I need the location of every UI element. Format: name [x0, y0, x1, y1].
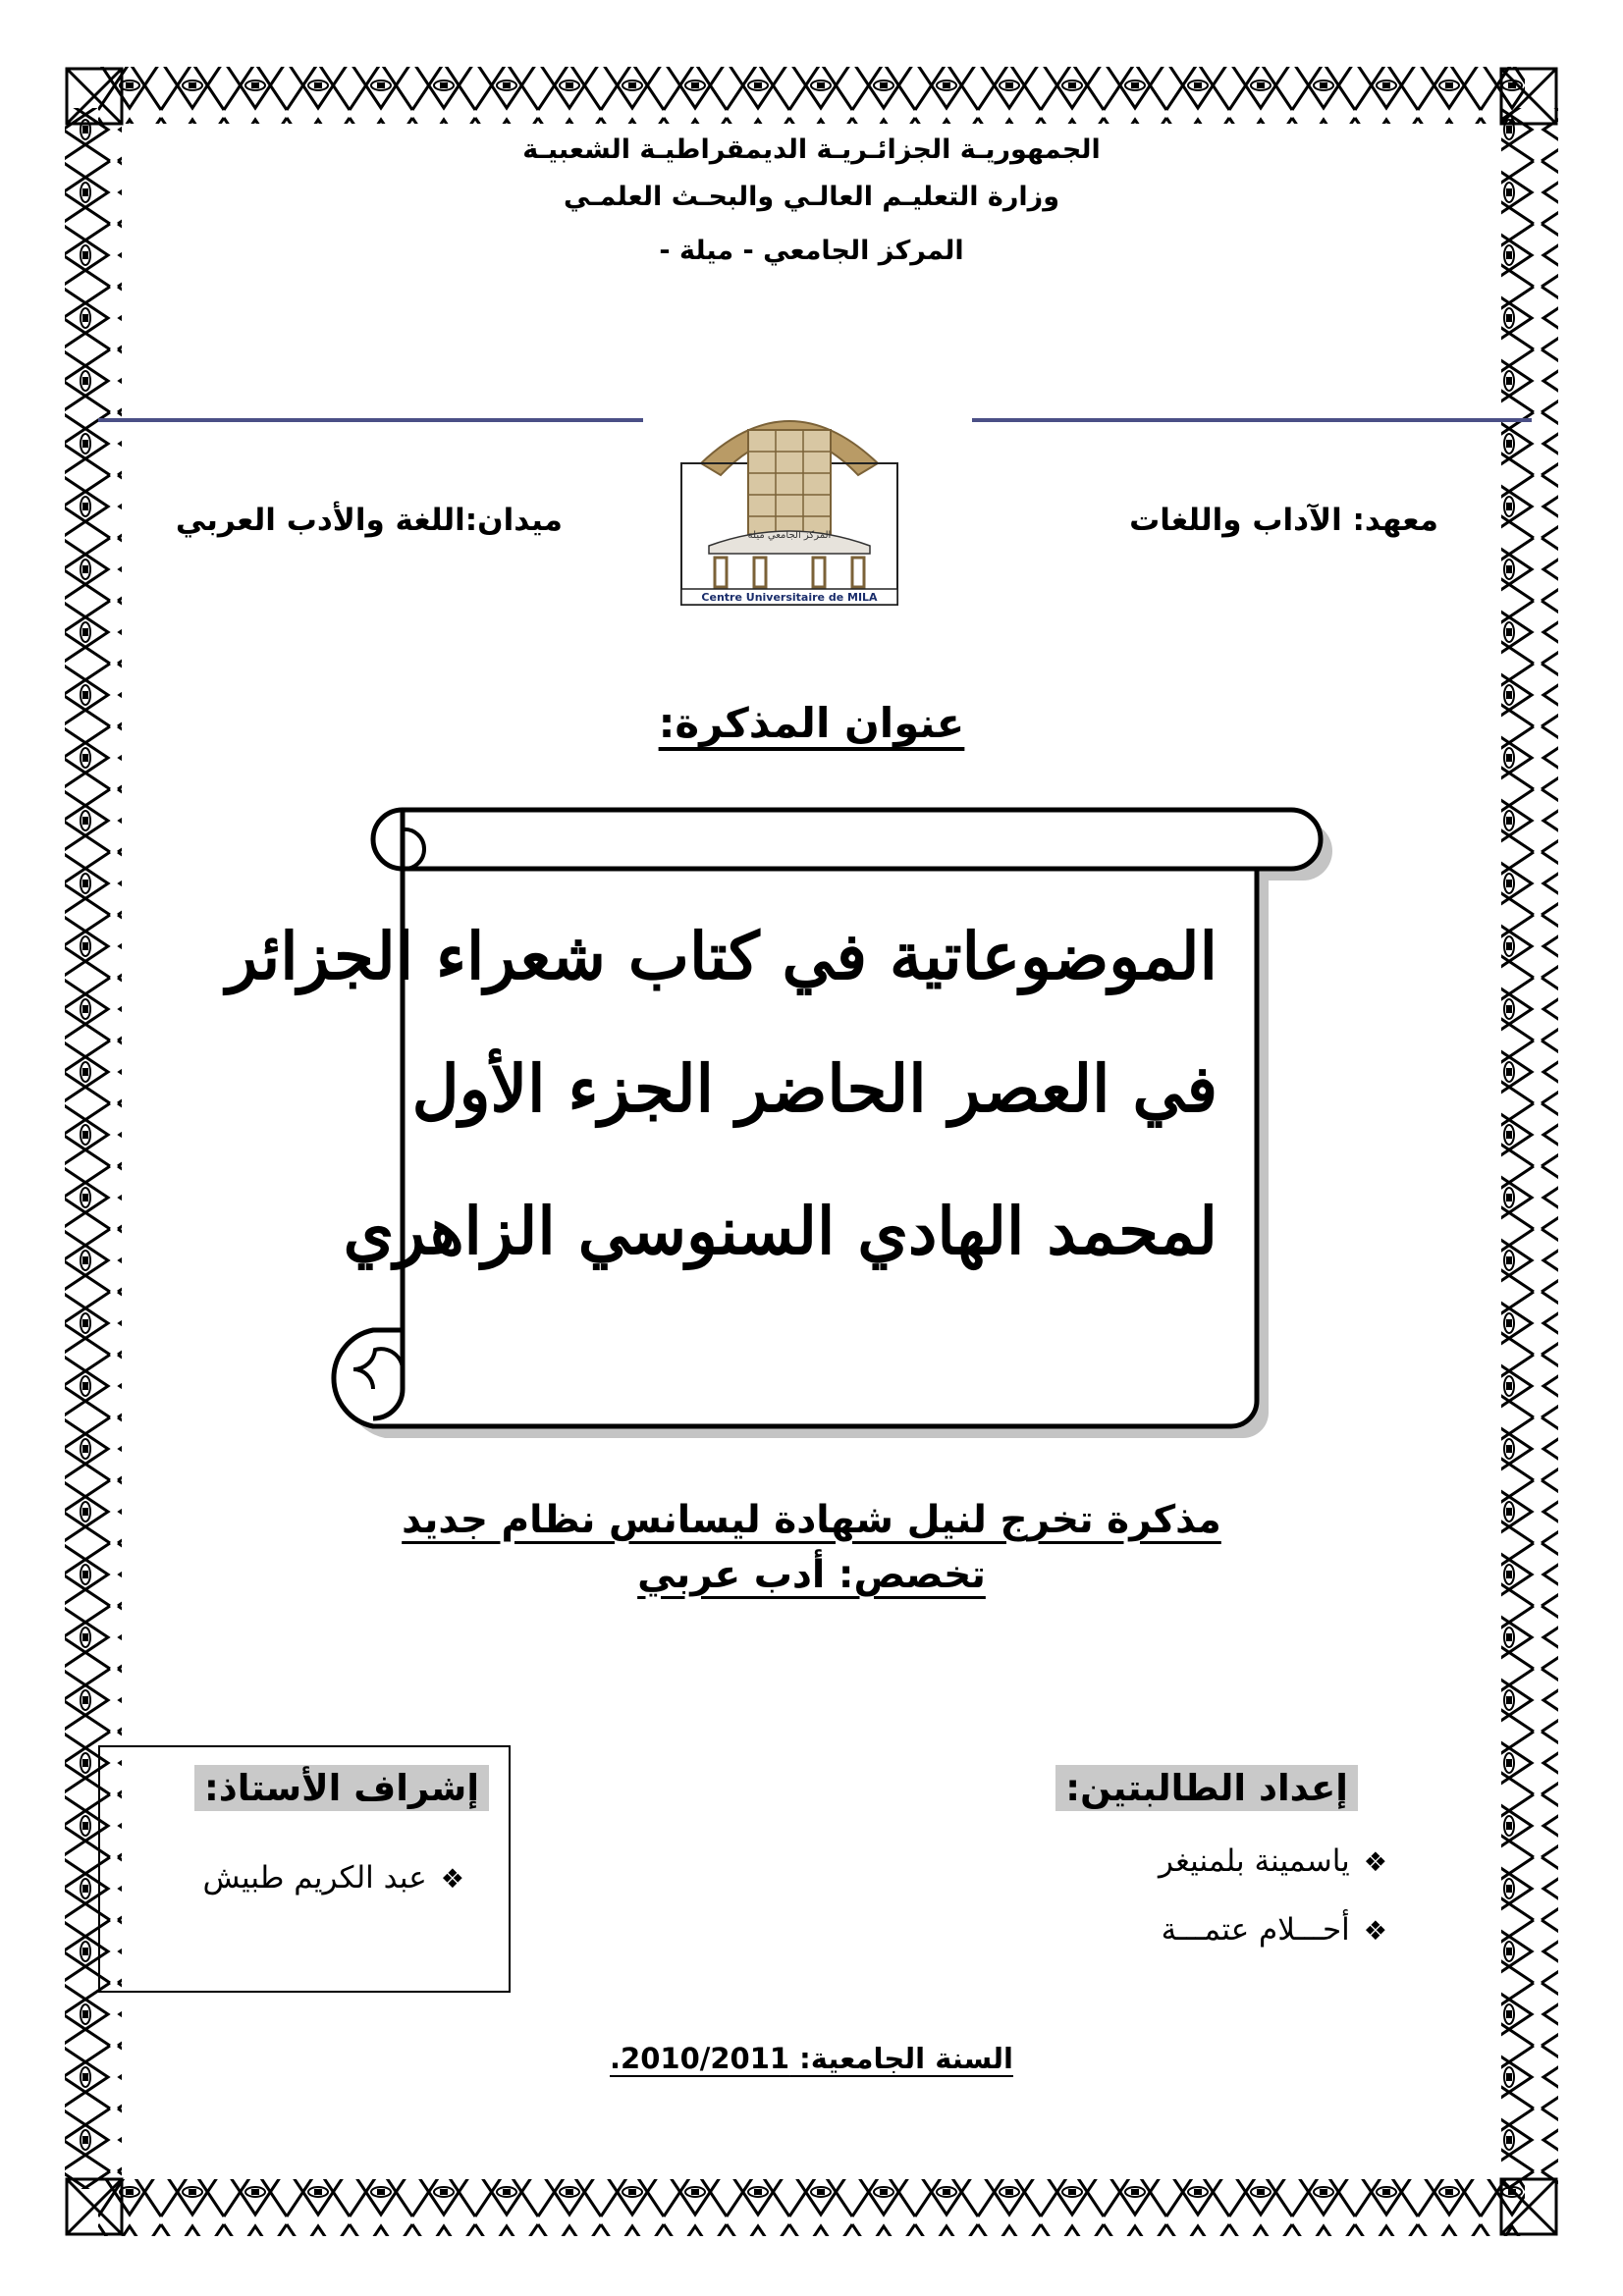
right-rule [972, 418, 1532, 422]
memo-title-label: عنوان المذكرة: [658, 699, 965, 747]
diamond-bullet-icon: ❖ [440, 1864, 464, 1895]
thesis-title-line-3: لمحمد الهادي السنوسي الزاهري [343, 1193, 1217, 1269]
degree-line-1: مذكرة تخرج لنيل شهادة ليسانس نظام جديد [402, 1498, 1221, 1542]
field-label: ميدان:اللغة والأدب العربي [175, 503, 563, 538]
thesis-title-line-2: في العصر الحاضر الجزء الأول [411, 1050, 1217, 1127]
supervisor-title: إشراف الأستاذ: [194, 1767, 489, 1809]
university-logo [679, 391, 899, 607]
students-title: إعداد الطالبتين: [1055, 1767, 1358, 1809]
country-name: الجمهوريـة الجزائـريـة الديمقراطيـة الشعبيـة [522, 134, 1101, 165]
supervisor-name-item: ❖عبد الكريم طبيش [202, 1860, 464, 1896]
student-name-item: ❖أحـــلام عتمـــة [1161, 1912, 1387, 1948]
institute-label: معهد: الآداب واللغات [1129, 503, 1438, 538]
logo-caption: Centre Universitaire de MILA [701, 591, 878, 604]
diamond-bullet-icon: ❖ [1363, 1916, 1387, 1947]
university-center-name: المركز الجامعي - ميلة - [659, 236, 964, 266]
student-name-item: ❖ياسمينة بلمنيغر [1159, 1843, 1387, 1879]
academic-year: السنة الجامعية: 2010/2011. [610, 2042, 1013, 2075]
logo-arabic-text: المركز الجامعي ميلة [747, 530, 832, 541]
ministry-name: وزارة التعليـم العالـي والبحـث العلمـي [564, 182, 1059, 212]
thesis-title-line-1: الموضوعاتية في كتاب شعراء الجزائر [226, 918, 1217, 994]
degree-line-2: تخصص: أدب عربي [637, 1553, 986, 1597]
left-rule [98, 418, 643, 422]
diamond-bullet-icon: ❖ [1363, 1847, 1387, 1878]
